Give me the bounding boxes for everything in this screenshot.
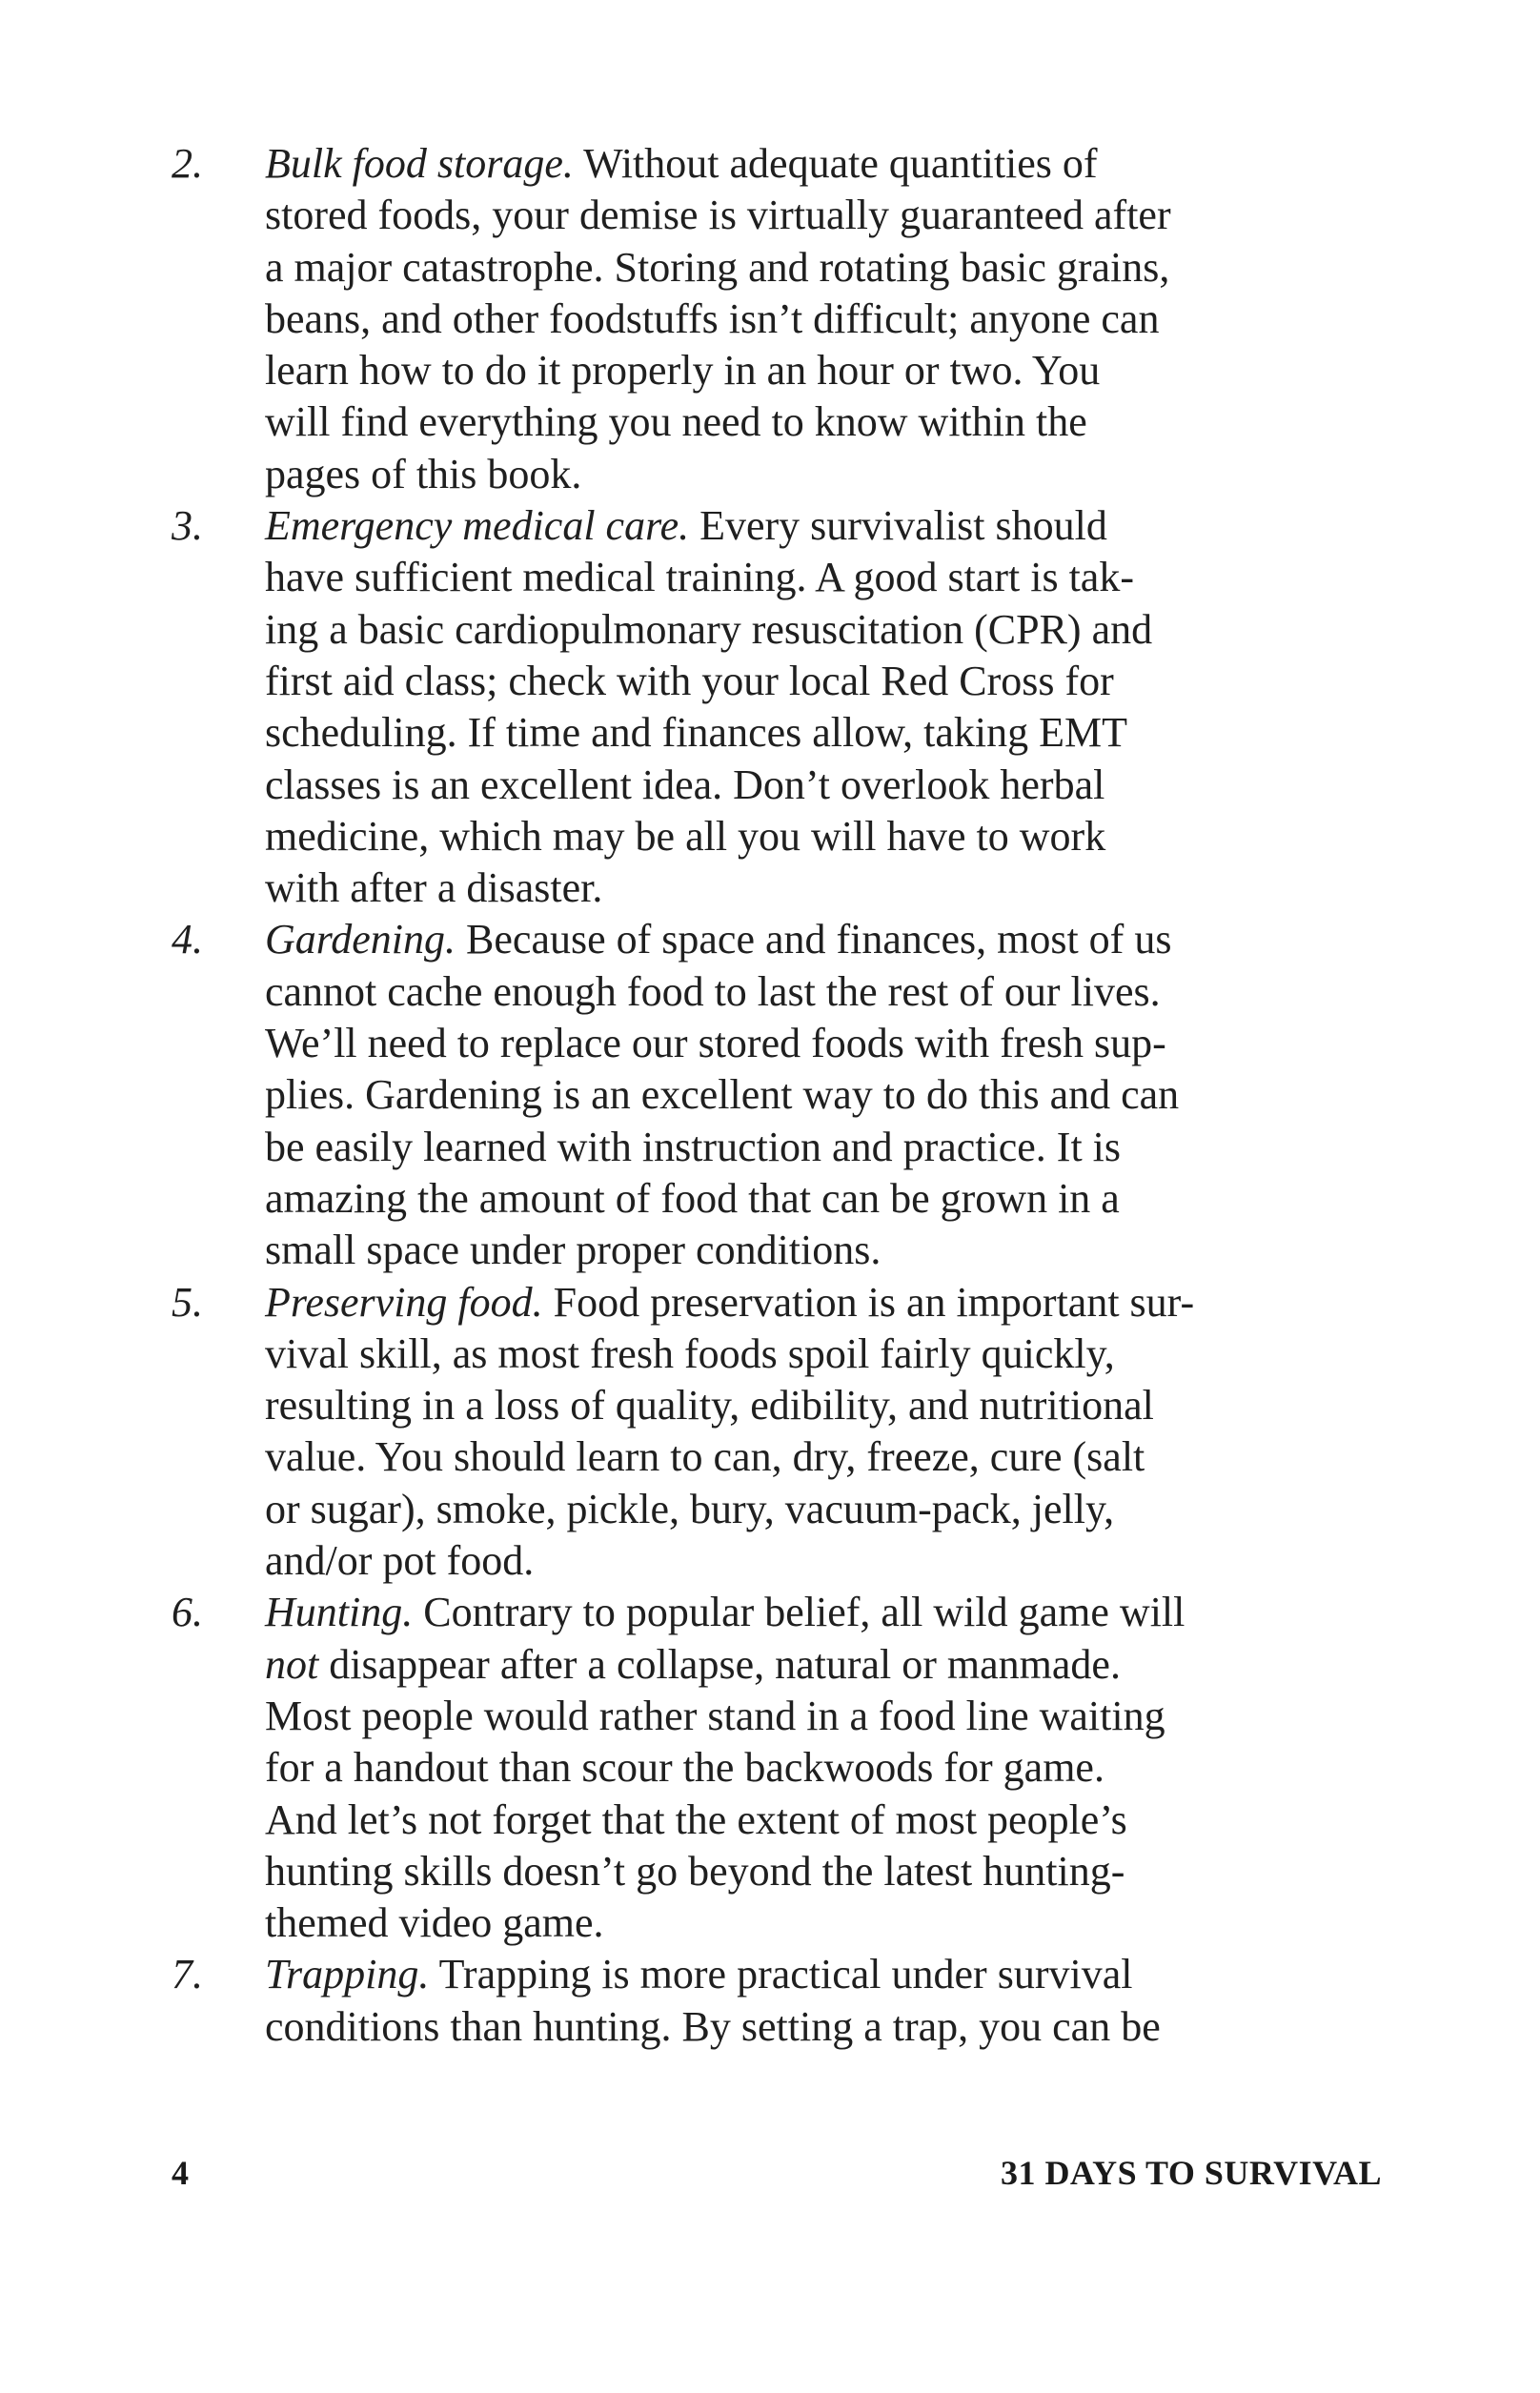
running-title: 31 DAYS TO SURVIVAL (1000, 2154, 1382, 2192)
text-line: Most people would rather stand in a food line waiting (265, 1692, 1165, 1739)
item-number: 7. (172, 1951, 203, 1998)
numbered-list (172, 138, 1344, 2053)
item-term: Trapping. (265, 1951, 430, 1998)
text-line: resulting in a loss of quality, edibility, and nutritional (265, 1382, 1154, 1430)
text-line: beans, and other foodstuffs isn’t difficult; anyone can (265, 294, 1160, 342)
text-line: ing a basic cardiopulmonary resuscitation (CPR) and (265, 605, 1153, 653)
text-line: a major catastrophe. Storing and rotating basic grains, (265, 243, 1170, 291)
text-line: will find everything you need to know within the (265, 398, 1087, 446)
text-line: classes is an excellent idea. Don’t overlook herbal (265, 760, 1105, 808)
text-line: small space under proper conditions. (265, 1227, 881, 1274)
text-line: themed video game. (265, 1899, 604, 1947)
text-fragment: Because of space and finances, most of us (456, 916, 1172, 963)
text-line: pages of this book. (265, 450, 582, 497)
text-line: conditions than hunting. By setting a trap, you can be (265, 2002, 1161, 2050)
list-item (172, 1277, 1344, 1588)
item-number: 4. (172, 916, 203, 963)
item-number: 3. (172, 502, 203, 550)
list-item (172, 914, 1344, 1276)
item-number: 6. (172, 1589, 203, 1636)
item-term: Gardening. (265, 916, 456, 963)
list-item (172, 500, 1344, 914)
text-line: cannot cache enough food to last the rest of our lives. (265, 967, 1161, 1015)
list-item (172, 138, 1344, 500)
text-line (265, 1949, 1344, 2000)
text-fragment: disappear after a collapse, natural or manmade. (318, 1640, 1121, 1688)
item-term: Preserving food. (265, 1278, 543, 1326)
item-term: Emergency medical care. (265, 502, 690, 550)
text-line: first aid class; check with your local Red Cross for (265, 657, 1114, 704)
item-number: 5. (172, 1278, 203, 1326)
text-line (265, 138, 1344, 190)
text-line (265, 1277, 1344, 1328)
text-line: value. You should learn to can, dry, freeze, cure (salt (265, 1433, 1145, 1481)
item-term: Hunting. (265, 1589, 414, 1636)
list-item (172, 1949, 1344, 2053)
text-fragment: Every survivalist should (689, 502, 1107, 550)
text-fragment: Without adequate quantities of (573, 140, 1098, 187)
list-item (172, 1587, 1344, 1949)
item-number: 2. (172, 140, 203, 187)
text-line: hunting skills doesn’t go beyond the latest hunting- (265, 1847, 1125, 1895)
text-line: have sufficient medical training. A good start is tak- (265, 554, 1134, 601)
text-line (265, 1587, 1344, 1638)
text-fragment: Contrary to popular belief, all wild game will (413, 1589, 1185, 1636)
text-line: and/or pot food. (265, 1537, 535, 1585)
text-line: We’ll need to replace our stored foods with fresh sup- (265, 1020, 1166, 1067)
text-line: learn how to do it properly in an hour or two. You (265, 347, 1101, 395)
text-line: amazing the amount of food that can be grown in a (265, 1174, 1120, 1222)
text-line: scheduling. If time and finances allow, taking EMT (265, 709, 1128, 757)
text-line: vival skill, as most fresh foods spoil fairly quickly, (265, 1329, 1115, 1377)
text-line: plies. Gardening is an excellent way to do this and can (265, 1071, 1180, 1119)
text-line: for a handout than scour the backwoods for game. (265, 1744, 1104, 1792)
text-fragment: Food preservation is an important sur- (542, 1278, 1195, 1326)
page-number: 4 (172, 2154, 189, 2192)
text-line: be easily learned with instruction and practice. It is (265, 1123, 1122, 1170)
text-line: or sugar), smoke, pickle, bury, vacuum-pack, jelly, (265, 1485, 1115, 1532)
text-line: medicine, which may be all you will have to work (265, 812, 1106, 860)
text-line (265, 500, 1344, 552)
item-term: Bulk food storage. (265, 140, 574, 187)
text-fragment: Trapping is more practical under survival (429, 1951, 1133, 1998)
text-line: And let’s not forget that the extent of most people’s (265, 1795, 1127, 1843)
emphasis-word: not (265, 1640, 319, 1688)
text-line: with after a disaster. (265, 864, 603, 912)
text-line (265, 914, 1344, 965)
text-line (265, 1639, 1344, 1691)
text-line: stored foods, your demise is virtually guaranteed after (265, 192, 1171, 239)
